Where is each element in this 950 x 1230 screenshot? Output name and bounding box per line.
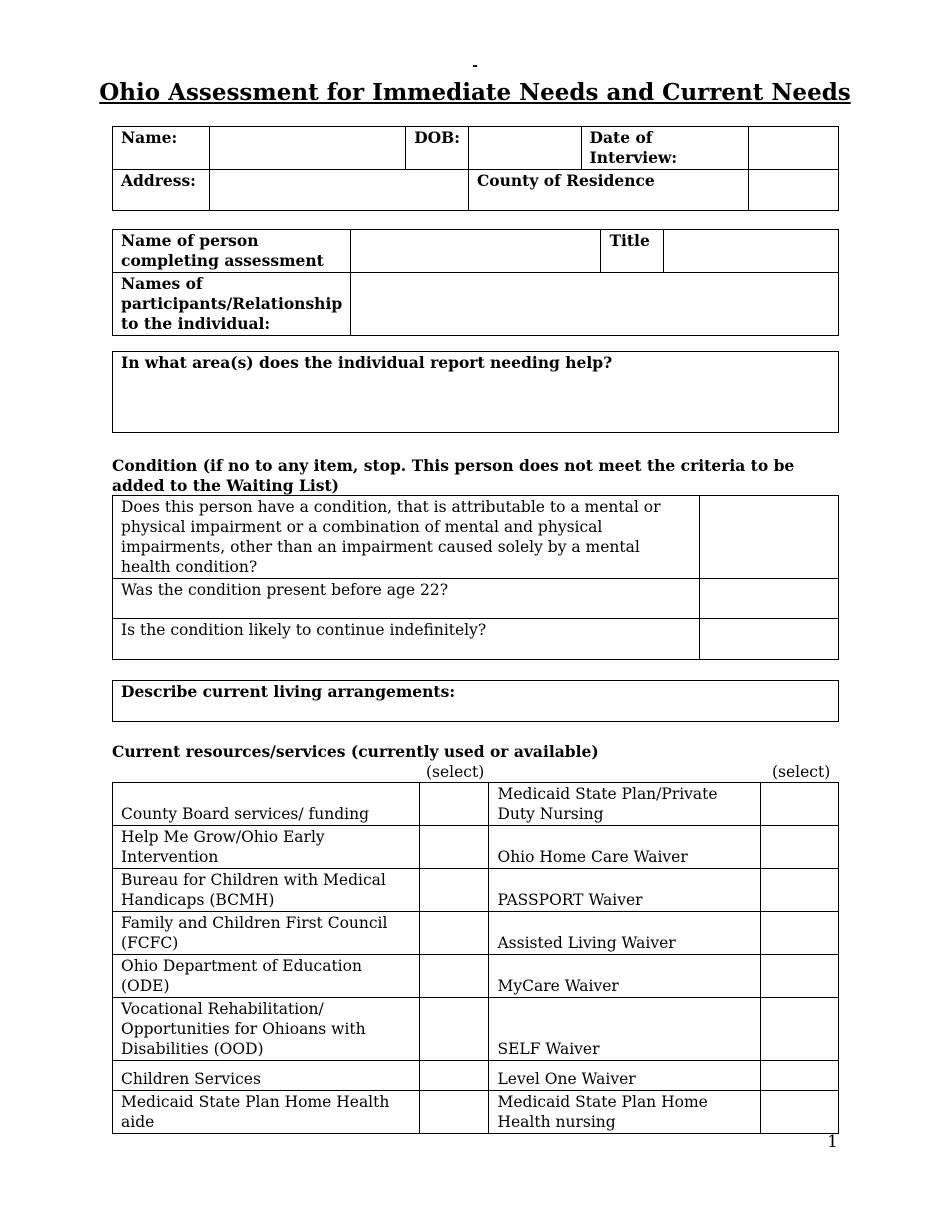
resource-right-select[interactable] <box>761 1091 839 1134</box>
page-number: 1 <box>827 1132 838 1152</box>
condition-question: Does this person have a condition, that is attributable to a mental or physical impairment or a combination of mental and physical impairments, other than an impairment caused solely by a mental health condition? <box>113 496 700 579</box>
resource-right-select[interactable] <box>761 826 839 869</box>
condition-question: Is the condition likely to continue indefinitely? <box>113 619 700 660</box>
resource-right-label: Ohio Home Care Waiver <box>489 826 761 869</box>
resource-left-select[interactable] <box>419 912 489 955</box>
condition-answer[interactable] <box>700 496 839 579</box>
interview-date-label: Date of Interview: <box>581 127 749 170</box>
living-arrangements-box[interactable] <box>112 680 839 722</box>
select-column-label: (select) <box>772 763 831 781</box>
address-field[interactable] <box>209 170 468 211</box>
assessor-title-field[interactable] <box>664 230 839 273</box>
resource-left-select[interactable] <box>419 955 489 998</box>
condition-question: Was the condition present before age 22? <box>113 579 700 619</box>
resource-left-label: Bureau for Children with Medical Handicaps (BCMH) <box>113 869 420 912</box>
condition-heading: Condition (if no to any item, stop. This person does not meet the criteria to be added to the Waiting List) <box>112 456 795 495</box>
resource-left-select[interactable] <box>419 998 489 1061</box>
name-label: Name: <box>113 127 210 170</box>
resource-right-select[interactable] <box>761 1061 839 1091</box>
resource-left-label: Family and Children First Council (FCFC) <box>113 912 420 955</box>
help-area-question: In what area(s) does the individual report needing help? <box>113 352 839 433</box>
resource-left-select[interactable] <box>419 826 489 869</box>
assessor-name-label: Name of person completing assessment <box>113 230 351 273</box>
resource-right-label: MyCare Waiver <box>489 955 761 998</box>
assessor-title-label: Title <box>601 230 664 273</box>
resource-right-label: Level One Waiver <box>489 1061 761 1091</box>
resource-left-label: Help Me Grow/Ohio Early Intervention <box>113 826 420 869</box>
dob-field[interactable] <box>468 127 581 170</box>
resource-right-select[interactable] <box>761 912 839 955</box>
resource-left-label: County Board services/ funding <box>113 783 420 826</box>
identity-table <box>112 126 839 211</box>
resource-right-select[interactable] <box>761 998 839 1061</box>
resource-left-select[interactable] <box>419 783 489 826</box>
assessor-table <box>112 229 839 336</box>
resources-table <box>112 782 839 1134</box>
resource-left-select[interactable] <box>419 869 489 912</box>
resource-left-select[interactable] <box>419 1061 489 1091</box>
resource-left-label: Vocational Rehabilitation/ Opportunities for Ohioans with Disabilities (OOD) <box>113 998 420 1061</box>
assessor-name-field[interactable] <box>351 230 601 273</box>
resource-left-label: Medicaid State Plan Home Health aide <box>113 1091 420 1134</box>
dob-label: DOB: <box>406 127 469 170</box>
county-label: County of Residence <box>468 170 748 211</box>
page-title: Ohio Assessment for Immediate Needs and Current Needs <box>99 79 851 106</box>
resource-right-label: Assisted Living Waiver <box>489 912 761 955</box>
resource-left-label: Ohio Department of Education (ODE) <box>113 955 420 998</box>
name-field[interactable] <box>209 127 405 170</box>
condition-answer[interactable] <box>700 619 839 660</box>
condition-answer[interactable] <box>700 579 839 619</box>
resource-left-label: Children Services <box>113 1061 420 1091</box>
interview-date-field[interactable] <box>749 127 839 170</box>
resource-right-select[interactable] <box>761 783 839 826</box>
participants-field[interactable] <box>351 273 839 336</box>
resources-heading: Current resources/services (currently used or available) <box>112 742 599 761</box>
participants-label: Names of participants/Relationship to the individual: <box>113 273 351 336</box>
address-label: Address: <box>113 170 210 211</box>
condition-table <box>112 495 839 660</box>
header-dash: - <box>472 58 478 74</box>
resource-left-select[interactable] <box>419 1091 489 1134</box>
select-column-label: (select) <box>426 763 485 781</box>
living-arrangements-label: Describe current living arrangements: <box>113 681 839 722</box>
resource-right-label: PASSPORT Waiver <box>489 869 761 912</box>
county-field[interactable] <box>749 170 839 211</box>
resource-right-label: SELF Waiver <box>489 998 761 1061</box>
resource-right-select[interactable] <box>761 869 839 912</box>
resource-right-select[interactable] <box>761 955 839 998</box>
resource-right-label: Medicaid State Plan/Private Duty Nursing <box>489 783 761 826</box>
resource-right-label: Medicaid State Plan Home Health nursing <box>489 1091 761 1134</box>
help-area-box[interactable] <box>112 351 839 433</box>
